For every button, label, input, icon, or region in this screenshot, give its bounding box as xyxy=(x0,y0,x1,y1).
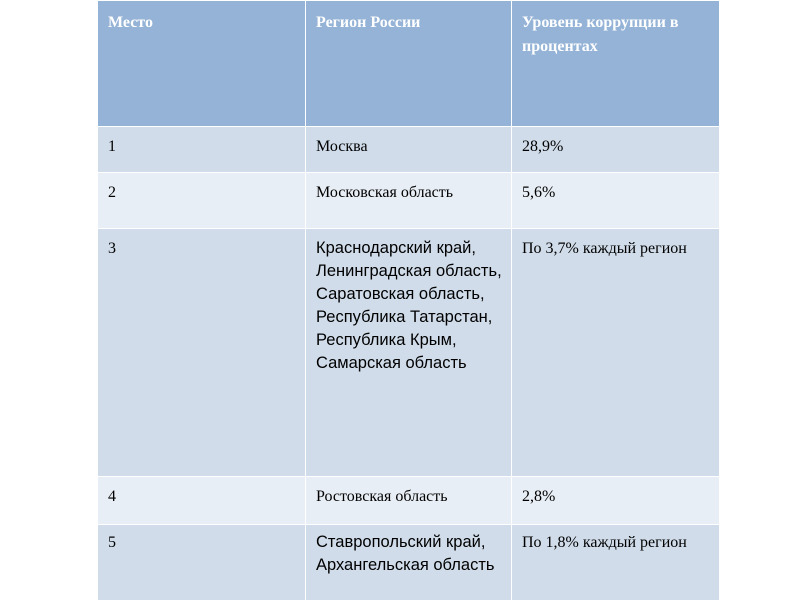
header-region: Регион России xyxy=(306,1,512,127)
cell-level: 2,8% xyxy=(512,477,720,525)
cell-region: Москва xyxy=(306,127,512,173)
table-row xyxy=(98,229,720,477)
table-row xyxy=(98,525,720,601)
cell-place: 2 xyxy=(98,173,306,229)
cell-place: 1 xyxy=(98,127,306,173)
cell-level: 28,9% xyxy=(512,127,720,173)
cell-region: Краснодарский край, Ленинградская область, Саратовская область, Республика Татарстан, Республика Крым, Самарская область xyxy=(306,229,512,477)
cell-region: Ростовская область xyxy=(306,477,512,525)
header-place: Место xyxy=(98,1,306,127)
corruption-table xyxy=(97,0,720,601)
table-row xyxy=(98,477,720,525)
cell-place: 3 xyxy=(98,229,306,477)
cell-level: По 1,8% каждый регион xyxy=(512,525,720,601)
cell-place: 4 xyxy=(98,477,306,525)
cell-level: 5,6% xyxy=(512,173,720,229)
table-row xyxy=(98,173,720,229)
header-level: Уровень коррупции в процентах xyxy=(512,1,720,127)
corruption-table-container xyxy=(97,0,719,601)
table-row xyxy=(98,127,720,173)
cell-region: Московская область xyxy=(306,173,512,229)
cell-region: Ставропольский край, Архангельская область xyxy=(306,525,512,601)
cell-place: 5 xyxy=(98,525,306,601)
cell-level: По 3,7% каждый регион xyxy=(512,229,720,477)
table-header-row xyxy=(98,1,720,127)
